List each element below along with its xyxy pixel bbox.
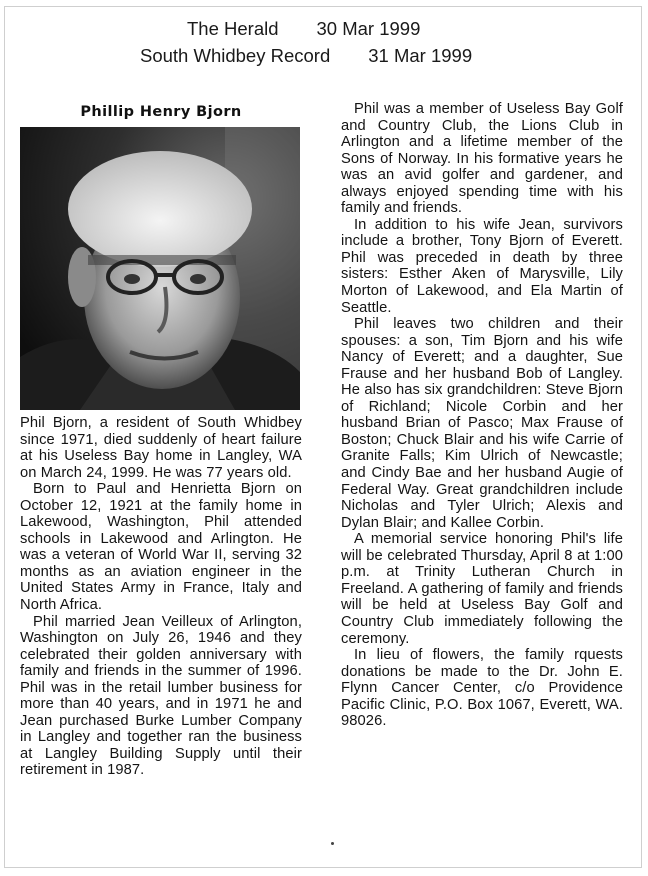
obituary-paragraph: In addition to his wife Jean, survivors include a brother, Tony Bjorn of Everett. Phil was preceded in death by three sisters: Esther Aken of Marysville, Lily Morton of Lakewood, and Ela Martin of Seattle. [341, 216, 623, 316]
obituary-paragraph: In lieu of flowers, the family rquests donations be made to the Dr. John E. Flynn Cancer Center, c/o Providence Pacific Clinic, P.O. Box 1067, Everett, WA. 98026. [341, 647, 623, 730]
source-line-record [140, 45, 472, 67]
source-paper-name: The Herald [187, 18, 279, 39]
source-date: 31 Mar 1999 [368, 45, 473, 66]
source-line-herald [187, 18, 420, 40]
obituary-paragraph: Phil was a member of Useless Bay Golf and Country Club, the Lions Club in Arlington and a lifetime member of the Sons of Norway. In his formative years he was an avid golfer and gardener, and always enjoyed spending time with his family and friends. [341, 101, 623, 217]
source-date: 30 Mar 1999 [316, 18, 421, 39]
obituary-paragraph: Phil leaves two children and their spouses: a son, Tim Bjorn and his wife Nancy of Everett; and a daughter, Sue Frause and her husband Bob of Langley. He also has six grandchildren: Steve Bjorn of Richland; Nicole Corbin and her husband Brian of Pasco; Max Frause of Boston; Chuck Blair and his wife Carrie of Granite Falls; Kim Ulrich of Newcastle; and Cindy Bae and her husband Augie of Federal Way. Great grandchildren include Nicholas and Tyler Ulrich; Alexis and Dylan Blair; and Kallee Corbin. [341, 316, 623, 531]
right-column [341, 101, 623, 730]
obituary-paragraph: Phil Bjorn, a resident of South Whidbey since 1971, died suddenly of heart failure at his Useless Bay home in Langley, WA on March 24, 1999. He was 77 years old. [20, 415, 302, 481]
left-column [20, 415, 302, 779]
obituary-paragraph: Born to Paul and Henrietta Bjorn on October 12, 1921 at the family home in Lakewood, Washington, Phil attended schools in Lakewood and Arlington. He was a veteran of World War II, serving 32 months as an aviation engineer in the United States Army in France, Italy and North Africa. [20, 481, 302, 614]
obituary-headline: Phillip Henry Bjorn [80, 104, 242, 120]
obituary-paragraph: A memorial service honoring Phil's life will be celebrated Thursday, April 8 at 1:00 p.m. at Trinity Lutheran Church in Freeland. A gathering of family and friends will be held at Useless Bay Golf and Country Club immediately following the ceremony. [341, 531, 623, 647]
obituary-paragraph: Phil married Jean Veilleux of Arlington, Washington on July 26, 1946 and they celebrated their golden anniversary with family and friends in the summer of 1996. Phil was in the retail lumber business for more than 40 years, and in 1971 he and Jean purchased Burke Lumber Company in Langley and together ran the business at Langley Building Supply until their retirement in 1987. [20, 613, 302, 779]
source-paper-name: South Whidbey Record [140, 45, 331, 66]
portrait-photo [20, 127, 300, 410]
print-speck [331, 842, 334, 845]
